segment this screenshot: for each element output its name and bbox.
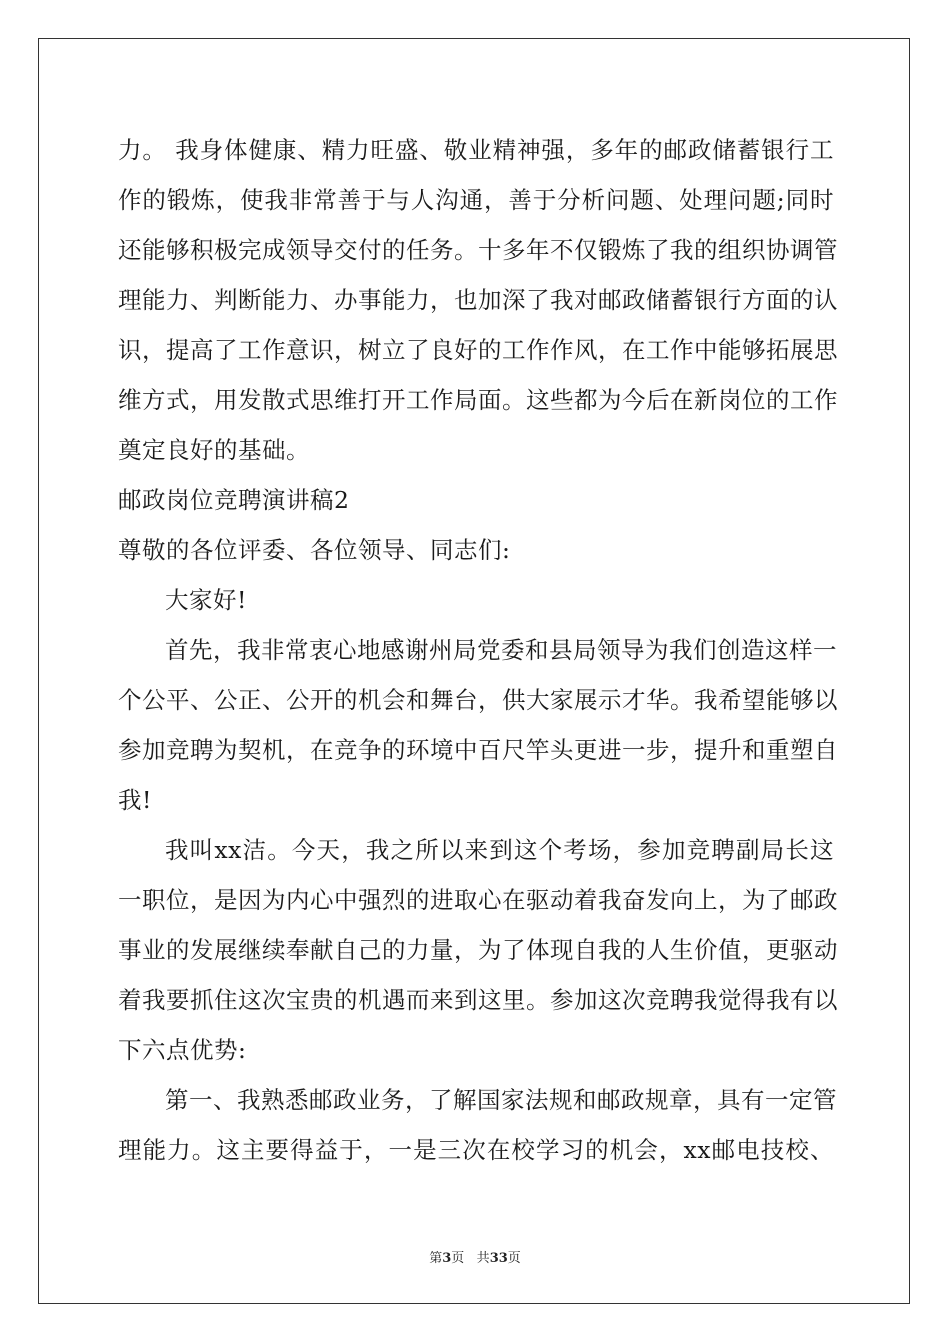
page-prefix: 第: [429, 1251, 443, 1266]
paragraph-line: 个公平、公正、公开的机会和舞台，供大家展示才华。我希望能够以: [118, 686, 838, 714]
page-suffix: 页: [451, 1251, 465, 1266]
paragraph-line: 识，提高了工作意识，树立了良好的工作作风，在工作中能够拓展思: [118, 336, 838, 364]
greeting: 大家好!: [165, 586, 247, 614]
section-heading: 邮政岗位竞聘演讲稿2: [118, 486, 350, 514]
paragraph-line: 理能力、判断能力、办事能力，也加深了我对邮政储蓄银行方面的认: [118, 286, 838, 314]
page-footer: [0, 1247, 950, 1266]
paragraph-line: 还能够积极完成领导交付的任务。十多年不仅锻炼了我的组织协调管: [118, 236, 838, 264]
paragraph-line: 奠定良好的基础。: [118, 436, 310, 464]
paragraph-line: 理能力。这主要得益于，一是三次在校学习的机会，xx邮电技校、: [118, 1136, 834, 1164]
paragraph-line: 力。 我身体健康、精力旺盛、敬业精神强，多年的邮政储蓄银行工: [118, 136, 834, 164]
paragraph-line: 事业的发展继续奉献自己的力量，为了体现自我的人生价值，更驱动: [118, 936, 838, 964]
total-suffix: 页: [507, 1251, 521, 1266]
paragraph-line: 首先，我非常衷心地感谢州局党委和县局领导为我们创造这样一: [165, 636, 837, 664]
document-body: [118, 125, 838, 1175]
total-prefix: 共: [476, 1251, 490, 1266]
paragraph-line: 下六点优势:: [118, 1036, 247, 1064]
paragraph-line: 我叫xx洁。今天，我之所以来到这个考场，参加竞聘副局长这: [165, 836, 834, 864]
paragraph-line: 作的锻炼，使我非常善于与人沟通，善于分析问题、处理问题;同时: [118, 186, 834, 214]
paragraph-line: 我!: [118, 786, 152, 814]
paragraph-line: 一职位，是因为内心中强烈的进取心在驱动着我奋发向上，为了邮政: [118, 886, 838, 914]
paragraph-line: 第一、我熟悉邮政业务，了解国家法规和邮政规章，具有一定管: [165, 1086, 837, 1114]
paragraph-line: 参加竞聘为契机，在竞争的环境中百尺竿头更进一步，提升和重塑自: [118, 736, 838, 764]
page-number: 3: [442, 1251, 452, 1266]
paragraph-line: 着我要抓住这次宝贵的机遇而来到这里。参加这次竞聘我觉得我有以: [118, 986, 838, 1014]
salutation: 尊敬的各位评委、各位领导、同志们:: [118, 536, 511, 564]
total-pages: 33: [489, 1251, 508, 1266]
paragraph-line: 维方式，用发散式思维打开工作局面。这些都为今后在新岗位的工作: [118, 386, 838, 414]
